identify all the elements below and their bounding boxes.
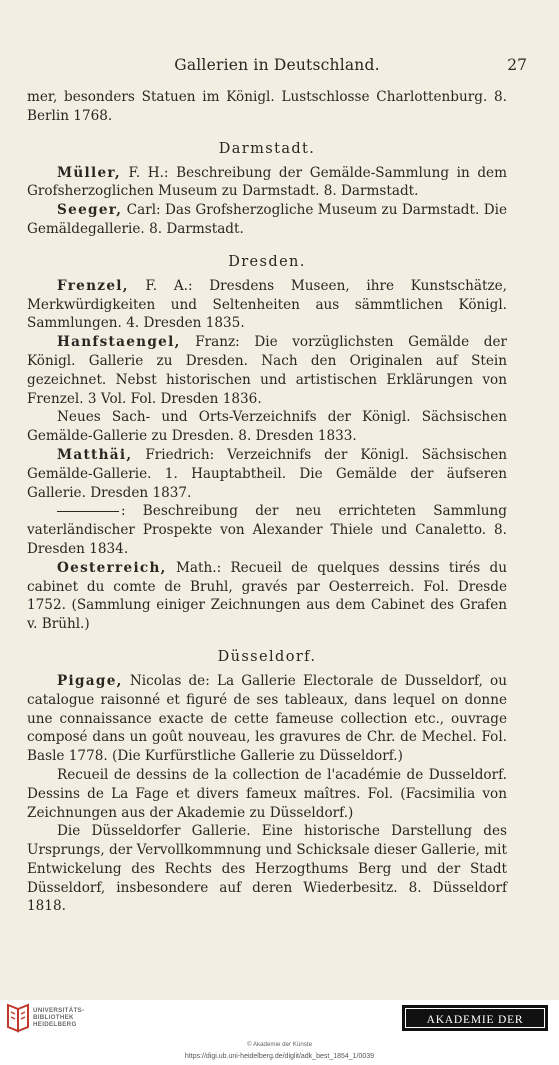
academy-logo[interactable]: AKADEMIE DER KÜNSTE	[402, 1005, 548, 1031]
page-header	[27, 56, 527, 80]
university-library-logo[interactable]	[6, 1003, 126, 1035]
page-content	[27, 88, 507, 916]
entry-text: F. A.: Dresdens Museen, ihre Kunstschätze, Merkwürdigkeiten und Seltenheiten aus sämmtlichen Königl. Sammlungen. 4. Dresden 1835.	[27, 277, 507, 332]
bibliography-entry	[27, 672, 507, 766]
bibliography-entry	[27, 559, 507, 634]
bibliography-entry	[27, 408, 507, 446]
page-number: 27	[507, 56, 527, 74]
copyright-notice: © Akademie der Künste	[246, 1041, 313, 1048]
entry-author: Oesterreich,	[57, 559, 167, 576]
entry-author: Pigage,	[57, 672, 123, 689]
entry-text: Recueil de dessins de la collection de l'académie de Dusseldorf. Dessins de La Fage et divers fameux maîtres. Fol. (Facsimilia von Zeichnungen aus der Akademie zu Düsseldorf.)	[27, 766, 507, 821]
bibliography-entry	[27, 502, 507, 558]
footer-bar	[0, 1000, 559, 1052]
section-heading: Darmstadt.	[218, 140, 316, 157]
library-logo-line: UNIVERSITÄTS-	[33, 1007, 85, 1014]
ditto-dash	[57, 511, 119, 512]
bibliography-entry	[27, 201, 507, 239]
bibliography-entry	[27, 164, 507, 202]
continuation-text: mer, besonders Statuen im Königl. Lustschlosse Charlottenburg. 8. Berlin 1768.	[27, 89, 507, 124]
entry-author: Hanfstaengel,	[57, 334, 181, 351]
library-logo-icon	[6, 1003, 30, 1033]
bibliography-entry	[27, 822, 507, 916]
running-title: Gallerien in Deutschland.	[174, 56, 380, 74]
entry-text: Die Düsseldorfer Gallerie. Eine historische Darstellung des Ursprungs, der Vervollkommnung und Schicksale dieser Gallerie, mit Entwickelung des Rechts des Herzogthums Berg und der Stadt Düsseldorf, insbesondere auf deren Wiederbesitz. 8. Düsseldorf 1818.	[27, 823, 507, 915]
entry-text: Math.: Recueil de quelques dessins tirés du cabinet du comte de Bruhl, gravés par Oesterreich. Fol. Dresde 1752. (Sammlung einiger Zeichnungen aus dem Cabinet des Grafen v. Brühl.)	[27, 559, 507, 633]
bibliography-entry	[27, 333, 507, 408]
entry-text: Friedrich: Verzeichnifs der Königl. Sächsischen Gemälde-Gallerie. 1. Hauptabtheil. Die Gemälde der äufseren Gallerie. Dresden 1837.	[27, 446, 507, 501]
section-heading: Dresden.	[228, 253, 306, 270]
entry-text: F. H.: Beschreibung der Gemälde-Sammlung in dem Grofsherzoglichen Museum zu Darmstadt. 8. Darmstadt.	[27, 164, 507, 200]
section-heading: Düsseldorf.	[217, 648, 317, 665]
library-logo-line: HEIDELBERG	[33, 1021, 77, 1029]
entry-text: Franz: Die vorzüglichsten Gemälde der Königl. Gallerie zu Dresden. Nach den Originalen auf Stein gezeichnet. Nebst historischen und artistischen Erklärungen von Frenzel. 3 Vol. Fol. Dresden 1836.	[27, 334, 507, 407]
entry-text: Neues Sach- und Orts-Verzeichnifs der Königl. Sächsischen Gemälde-Gallerie zu Dresden. 8. Dresden 1833.	[27, 409, 507, 445]
sections	[27, 139, 507, 917]
library-logo-text	[33, 1007, 84, 1029]
bibliography-entry	[27, 277, 507, 333]
bibliography-entry	[27, 446, 507, 502]
bibliography-entry	[27, 766, 507, 822]
entry-text: : Beschreibung der neu errichteten Sammlung vaterländischer Prospekte von Alexander Thiele und Canaletto. 8. Dresden 1834.	[27, 503, 507, 557]
library-logo-line: BIBLIOTHEK	[33, 1014, 74, 1022]
entry-text: Nicolas de: La Gallerie Electorale de Dusseldorf, ou catalogue raisonné et figuré de ses tableaux, dans lequel on donne une connaissance exacte de cette fameuse collection etc., ouvrage composé dans un goût nouveau, les gravures de Chr. de Mechel. Fol. Basle 1778. (Die Kurfürstliche Gallerie zu Düsseldorf.)	[27, 672, 507, 765]
entry-author: Seeger,	[57, 202, 123, 219]
source-url[interactable]: https://digi.ub.uni-heidelberg.de/diglit/adk_best_1854_1/0039	[184, 1053, 375, 1060]
entry-author: Müller,	[57, 164, 121, 181]
entry-text: Carl: Das Grofsherzogliche Museum zu Darmstadt. Die Gemäldegallerie. 8. Darmstadt.	[27, 202, 507, 237]
entry-author: Matthäi,	[57, 446, 133, 463]
entry-author: Frenzel,	[57, 277, 129, 294]
